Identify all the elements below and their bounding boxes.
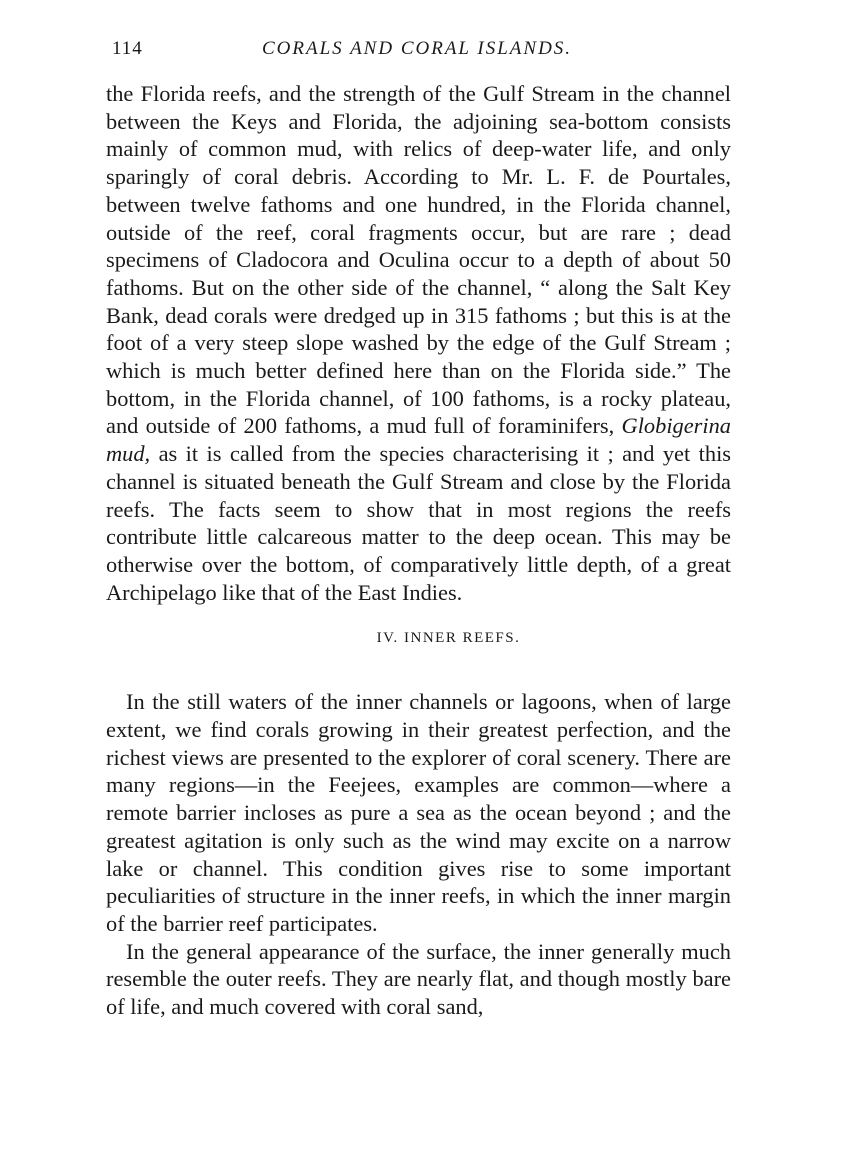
paragraph-1-text-end: as it is called from the species characterising it ; and yet this channel is situated beneath the Gulf Stream and close by the Florida reefs. The facts seem to show that in most regions the reefs contribute little calcareous matter to the deep ocean. This may be otherwise over the bottom, of comparatively little depth, of a great Archipelago like that of the East Indies. [106,441,731,605]
paragraph-inner-reefs-intro: In the still waters of the inner channels or lagoons, when of large extent, we find corals growing in their greatest perfection, and the richest views are presented to the explorer of coral scenery. There are many regions—in the Feejees, examples are common—where a remote barrier incloses as pure a sea as the ocean beyond ; and the greatest agitation is only such as the wind may excite on a narrow lake or channel. This condition gives rise to some important peculiarities of structure in the inner reefs, in which the inner margin of the barrier reef participates. [106,689,731,936]
body-text [106,80,731,1021]
paragraph-1-text: the Florida reefs, and the strength of the Gulf Stream in the channel between the Keys and Florida, the adjoining sea-bottom consists mainly of common mud, with relics of deep-water life, and only sparingly of coral debris. According to Mr. L. F. de Pourtales, between twelve fathoms and one hundred, in the Florida channel, outside of the reef, coral fragments occur, but are rare ; dead specimens of Cladocora and Oculina occur to a depth of about 50 fathoms. But on the other side of the channel, “ along the Salt Key Bank, dead corals were dredged up in 315 fathoms ; but this is at the foot of a very steep slope washed by the edge of the Gulf Stream ; which is much better defined here than on the Florida side.” The bottom, in the Florida channel, of 100 fathoms, is a rocky plateau, and outside of 200 fathoms, a mud full of foraminifers, [106,81,731,439]
paragraph-general-appearance: In the general appearance of the surface, the inner generally much resemble the outer reefs. They are nearly flat, and though mostly bare of life, and much covered with coral sand, [106,938,731,1020]
italic-term: Globigerina mud, [106,413,731,467]
page-header [112,38,732,66]
page-number: 114 [112,38,143,59]
section-heading: IV. INNER REEFS. [376,630,521,647]
paragraph-continuation [106,80,731,606]
running-head: CORALS AND CORAL ISLANDS. [262,38,573,59]
